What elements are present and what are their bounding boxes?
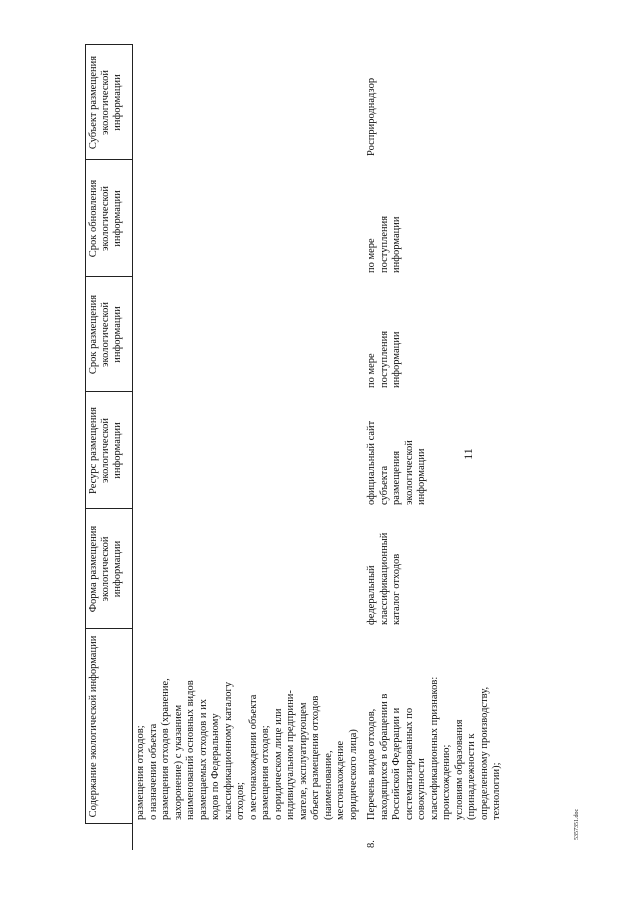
term-line: поступления [378, 330, 390, 388]
rotated-table-container [85, 45, 625, 850]
update-line: информации [391, 216, 402, 273]
subject-line: Росприроднадзор [366, 77, 377, 156]
content-line: размещения отходов (хранение, [160, 678, 171, 820]
content-line: классификационных признаков: [428, 676, 440, 820]
content-line: кодов по Федеральному [210, 713, 221, 820]
content-line: (наименование, [322, 750, 334, 820]
content-line: технологии); [491, 762, 502, 820]
content-line: объект размещения отходов [310, 695, 321, 820]
header-content: Содержание экологической информации [86, 629, 133, 824]
content-line: о юридическом лице или [272, 708, 284, 820]
row-update [133, 160, 363, 277]
table-row [133, 45, 363, 850]
update-line: поступления [378, 215, 390, 273]
resource-line: информации [416, 448, 427, 505]
content-line: Перечень видов отходов, [366, 708, 377, 820]
content-line: происхождению; [441, 744, 452, 820]
header-subject: Субъект размещения экологической информации [86, 45, 133, 160]
content-line: мателе, эксплуатирующем [297, 702, 309, 820]
row-term [133, 277, 363, 392]
row-term [362, 277, 506, 392]
content-line: условиям образования [453, 719, 465, 820]
header-term: Срок размещения экологической информации [86, 277, 133, 392]
content-line: о назначении объекта [147, 723, 159, 820]
row-resource [133, 392, 363, 509]
content-line: определенному производству, [478, 686, 490, 820]
content-line: совокупности [416, 758, 427, 820]
content-line: юридического лица) [347, 729, 359, 820]
row-update [362, 160, 506, 277]
row-form [362, 509, 506, 629]
content-line: систематизированных по [403, 707, 415, 820]
row-resource [362, 392, 506, 509]
table-row [362, 45, 506, 850]
content-line: находящихся в обращении в [378, 693, 390, 820]
row-content [133, 629, 363, 824]
form-line: федеральный [366, 565, 377, 625]
term-line: по мере [366, 353, 377, 388]
header-update: Срок обновления экологической информации [86, 160, 133, 277]
resource-line: официальный сайт [366, 420, 377, 505]
header-resource: Ресурс размещения экологической информации [86, 392, 133, 509]
content-line: отходов; [235, 782, 246, 820]
row-content [362, 629, 506, 824]
content-line: Российской Федерации и [391, 707, 402, 820]
header-num [86, 824, 133, 850]
content-line: размещения отходов; [260, 725, 271, 820]
document-code: 5357351.doc [574, 808, 580, 840]
eco-info-table [85, 45, 506, 851]
row-number: 8. [366, 840, 377, 848]
header-form: Форма размещения экологической информации [86, 509, 133, 629]
row-subject [362, 45, 506, 160]
term-line: информации [391, 331, 402, 388]
table-header-row [86, 45, 133, 850]
row-form [133, 509, 363, 629]
resource-line: экологической [403, 440, 415, 505]
content-line: о местонахождении объекта [247, 694, 259, 820]
row-number [133, 824, 363, 850]
content-line: местонахождение [335, 740, 346, 820]
form-line: классификационный [378, 532, 390, 625]
content-line: размещаемых отходов и их [197, 699, 209, 820]
row-subject [133, 45, 363, 160]
resource-line: субъекта [378, 465, 390, 505]
content-line: размещения отходов; [135, 725, 146, 820]
content-line: (принадлежности к [466, 733, 477, 820]
update-line: по мере [366, 238, 377, 273]
content-line: классификационному каталогу [222, 681, 234, 820]
content-line: захоронение) с указанием [172, 704, 184, 820]
page-number: 11 [461, 448, 475, 460]
resource-line: размещения [391, 450, 402, 505]
content-line: наименований основных видов [185, 680, 196, 820]
form-line: каталог отходов [391, 553, 402, 625]
content-line: индивидуальном предприни- [285, 690, 296, 820]
